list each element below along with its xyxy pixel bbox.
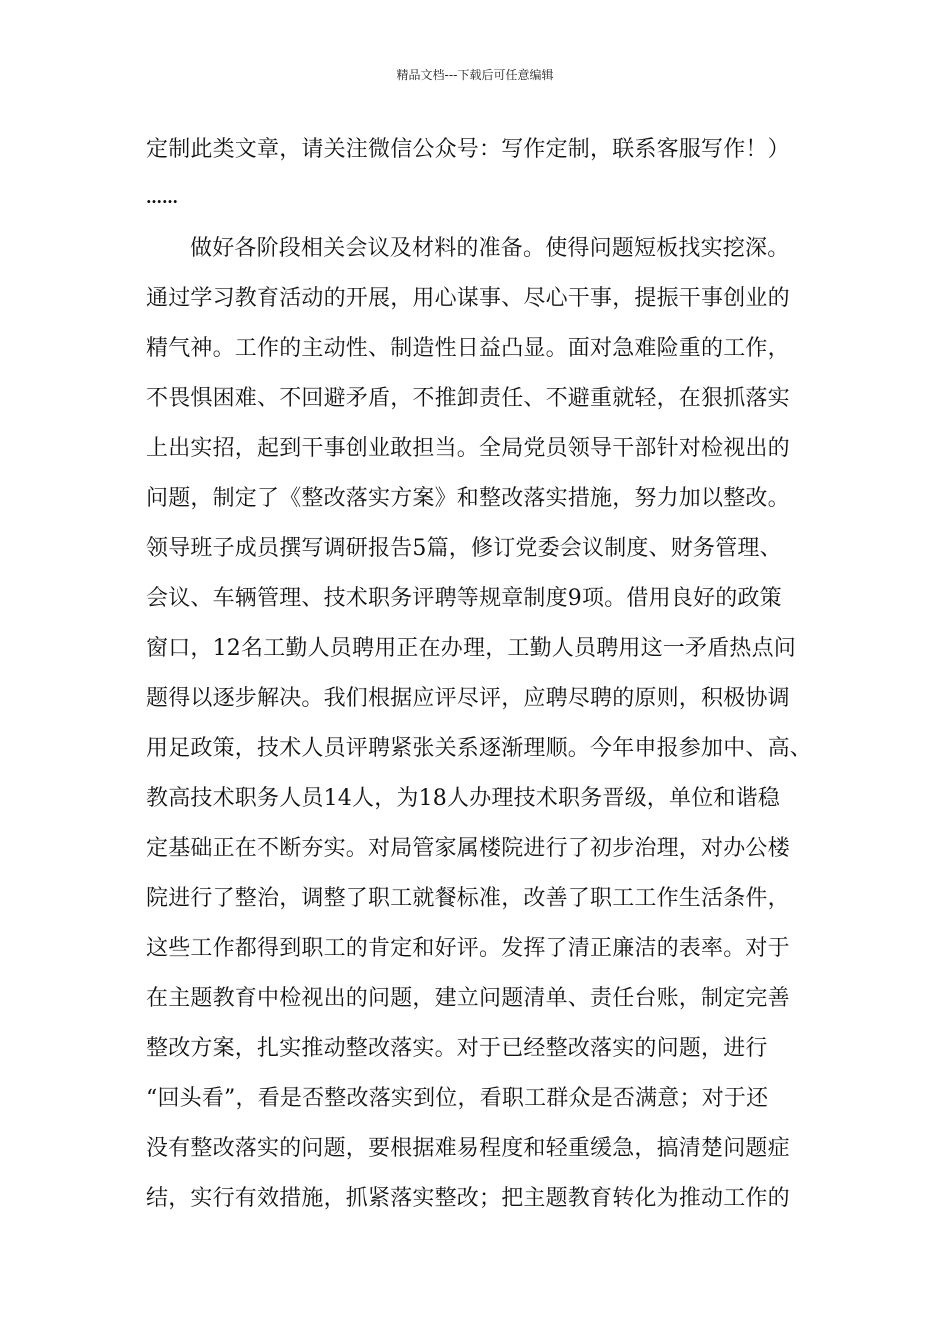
text-line: 会议、车辆管理、技术职务评聘等规章制度9项。借用良好的政策 xyxy=(146,586,782,611)
text-line: 教高技术职务人员14人，为18人办理技术职务晋级，单位和谐稳 xyxy=(146,786,780,811)
text-line: 问题，制定了《整改落实方案》和整改落实措施，努力加以整改。 xyxy=(146,486,790,511)
text-line: 领导班子成员撰写调研报告5篇，修订党委会议制度、财务管理、 xyxy=(146,536,782,561)
text-line: 用足政策，技术人员评聘紧张关系逐渐理顺。今年申报参加中、高、 xyxy=(146,736,813,761)
text-line: 整改方案，扎实推动整改落实。对于已经整改落实的问题，进行 xyxy=(146,1036,768,1061)
paragraph-first-line: 做好各阶段相关会议及材料的准备。使得问题短板找实挖深。 xyxy=(190,236,790,261)
text-line: 精气神。工作的主动性、制造性日益凸显。面对急难险重的工作， xyxy=(146,336,790,361)
text-line: 结，实行有效措施，抓紧落实整改；把主题教育转化为推动工作的 xyxy=(146,1186,790,1211)
page-header: 精品文档---下载后可任意编辑 xyxy=(396,68,554,82)
ellipsis-line: …… xyxy=(146,188,178,207)
text-line: 不畏惧困难、不回避矛盾，不推卸责任、不避重就轻，在狠抓落实 xyxy=(146,386,790,411)
text-line: 窗口，12名工勤人员聘用正在办理，工勤人员聘用这一矛盾热点问 xyxy=(146,636,796,661)
text-line: 在主题教育中检视出的问题，建立问题清单、责任台账，制定完善 xyxy=(146,986,790,1011)
text-line: 通过学习教育活动的开展，用心谋事、尽心干事，提振干事创业的 xyxy=(146,286,790,311)
text-line: 上出实招，起到干事创业敢担当。全局党员领导干部针对检视出的 xyxy=(146,436,790,461)
text-line: 这些工作都得到职工的肯定和好评。发挥了清正廉洁的表率。对于 xyxy=(146,936,790,961)
text-line: 没有整改落实的问题，要根据难易程度和轻重缓急，搞清楚问题症 xyxy=(146,1136,790,1161)
text-line: 院进行了整治，调整了职工就餐标准，改善了职工工作生活条件， xyxy=(146,886,790,911)
text-line: “回头看”，看是否整改落实到位，看职工群众是否满意；对于还 xyxy=(146,1086,769,1111)
text-line: 题得以逐步解决。我们根据应评尽评，应聘尽聘的原则，积极协调 xyxy=(146,686,790,711)
text-line-1: 定制此类文章，请关注微信公众号：写作定制，联系客服写作！） xyxy=(146,137,790,162)
text-line: 定基础正在不断夯实。对局管家属楼院进行了初步治理，对办公楼 xyxy=(146,836,790,861)
